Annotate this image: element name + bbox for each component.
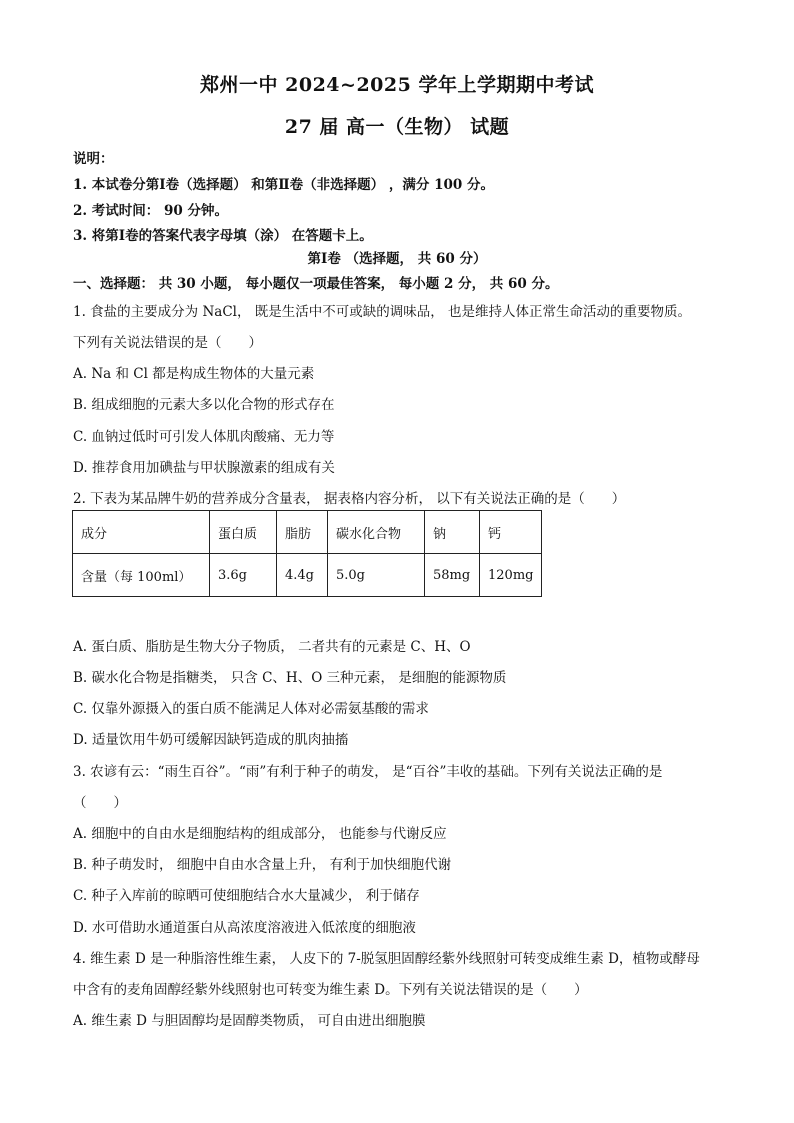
question-2-stem: 2. 下表为某品牌牛奶的营养成分含量表， 据表格内容分析， 以下有关说法正确的是（ ）: [73, 491, 626, 507]
instructions-heading: 说明：: [73, 151, 114, 167]
question-4-option-a: A. 维生素 D 与胆固醇均是固醇类物质， 可自由进出细胞膜: [73, 1013, 426, 1029]
instruction-item: 1. 本试卷分第Ⅰ卷（选择题） 和第Ⅱ卷（非选择题） ，满分 100 分。: [73, 177, 494, 193]
exam-subtitle: 27 届 高一（生物） 试题: [284, 116, 510, 138]
table-header-row: [73, 511, 542, 554]
table-cell: 5.0g: [328, 554, 425, 597]
question-1-stem: 下列有关说法错误的是（ ）: [73, 335, 262, 351]
section-title: 第Ⅰ卷 （选择题， 共 60 分）: [307, 251, 487, 267]
question-2-option-a: A. 蛋白质、脂肪是生物大分子物质， 二者共有的元素是 C、H、O: [73, 639, 471, 655]
question-3-option-b: B. 种子萌发时， 细胞中自由水含量上升， 有利于加快细胞代谢: [73, 857, 452, 873]
table-header-cell: 蛋白质: [210, 511, 277, 554]
question-2-option-b: B. 碳水化合物是指糖类， 只含 C、H、O 三种元素， 是细胞的能源物质: [73, 670, 507, 686]
table-header-cell: 钙: [480, 511, 542, 554]
question-2-option-c: C. 仅靠外源摄入的蛋白质不能满足人体对必需氨基酸的需求: [73, 701, 429, 717]
table-row: [73, 554, 542, 597]
table-header-cell: 钠: [425, 511, 480, 554]
exam-title: 郑州一中 2024~2025 学年上学期期中考试: [200, 74, 594, 96]
table-cell: 3.6g: [210, 554, 277, 597]
question-4-stem: 4. 维生素 D 是一种脂溶性维生素， 人皮下的 7-脱氢胆固醇经紫外线照射可转变成维生素 D，植物或酵母: [73, 951, 700, 967]
instruction-item: 2. 考试时间： 90 分钟。: [73, 203, 228, 219]
question-2-option-d: D. 适量饮用牛奶可缓解因缺钙造成的肌肉抽搐: [73, 732, 349, 748]
table-cell: 120mg: [480, 554, 542, 597]
table-cell: 58mg: [425, 554, 480, 597]
table-header-cell: 碳水化合物: [328, 511, 425, 554]
question-3-stem: 3. 农谚有云：“雨生百谷”。“雨”有利于种子的萌发， 是“百谷”丰收的基础。下列有关说法正确的是: [73, 764, 663, 780]
question-1-option-b: B. 组成细胞的元素大多以化合物的形式存在: [73, 397, 335, 413]
table-cell: 4.4g: [277, 554, 328, 597]
question-1-stem: 1. 食盐的主要成分为 NaCl， 既是生活中不可或缺的调味品， 也是维持人体正常生命活动的重要物质。: [73, 304, 692, 320]
question-3-option-c: C. 种子入库前的晾晒可使细胞结合水大量减少， 利于储存: [73, 888, 420, 904]
question-1-option-c: C. 血钠过低时可引发人体肌肉酸痛、无力等: [73, 429, 335, 445]
question-4-stem: 中含有的麦角固醇经紫外线照射也可转变为维生素 D。下列有关说法错误的是（ ）: [73, 982, 588, 998]
nutrition-table: [72, 510, 542, 597]
instruction-item: 3. 将第Ⅰ卷的答案代表字母填（涂） 在答题卡上。: [73, 228, 373, 244]
table-header-cell: 成分: [73, 511, 210, 554]
question-3-option-a: A. 细胞中的自由水是细胞结构的组成部分， 也能参与代谢反应: [73, 826, 447, 842]
question-1-option-a: A. Na 和 Cl 都是构成生物体的大量元素: [73, 366, 315, 382]
question-3-option-d: D. 水可借助水通道蛋白从高浓度溶液进入低浓度的细胞液: [73, 920, 416, 936]
part-heading: 一、选择题： 共 30 小题， 每小题仅一项最佳答案， 每小题 2 分， 共 60 分。: [73, 276, 559, 292]
question-3-stem: （ ）: [73, 795, 127, 811]
table-cell: 含量（每 100ml）: [73, 554, 210, 597]
table-header-cell: 脂肪: [277, 511, 328, 554]
question-1-option-d: D. 推荐食用加碘盐与甲状腺激素的组成有关: [73, 460, 335, 476]
